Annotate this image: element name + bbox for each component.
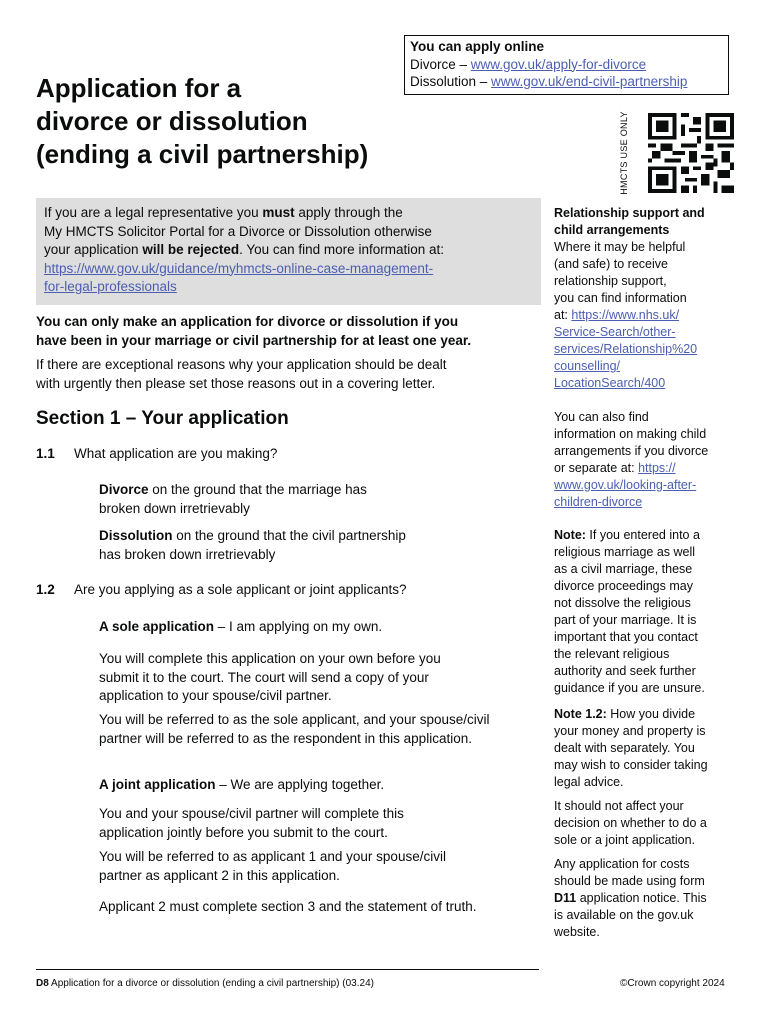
nhs-relationship-link[interactable]: https://www.nhs.uk/ (571, 308, 680, 322)
nhs-relationship-link-cont-1[interactable]: Service-Search/other- (554, 325, 676, 339)
apply-dissolution-link[interactable]: www.gov.uk/end-civil-partnership (491, 74, 688, 89)
footer-form-reference: D8 Application for a divorce or dissolution (ending a civil partnership) (03.24) (36, 978, 374, 989)
religious-marriage-note: Note: If you entered into a religious marriage as well as a civil marriage, these divorce proceedings may not dissolve the religious part of your marriage. It is important that you contact the relevant religious authority and seek further guidance if you are unsure. (554, 528, 705, 695)
myhmcts-guidance-link[interactable]: https://www.gov.uk/guidance/myhmcts-online-case-management- (44, 260, 434, 276)
sole-application-details: You will complete this application on your own before you submit it to the court. The court will send a copy of your application to your spouse/civil partner. (99, 651, 441, 703)
decision-note: It should not affect your decision on whether to do a sole or a joint application. (554, 799, 707, 847)
nhs-relationship-link-cont-2[interactable]: services/Relationship%20 (554, 342, 698, 356)
costs-note: Any application for costs should be made using form D11 application notice. This is available on the gov.uk website. (554, 857, 707, 939)
child-arrangements-link-cont-1[interactable]: www.gov.uk/looking-after- (554, 478, 697, 492)
sole-application-referral: You will be referred to as the sole applicant, and your spouse/civil partner will be referred to as the respondent in this application. (99, 712, 490, 746)
apply-divorce-line: Divorce – www.gov.uk/apply-for-divorce (410, 56, 647, 72)
child-arrangements-link-cont-2[interactable]: children-divorce (554, 495, 643, 509)
apply-divorce-link[interactable]: www.gov.uk/apply-for-divorce (470, 56, 647, 72)
option-joint-application[interactable]: A joint application – We are applying together. (99, 777, 385, 792)
apply-dissolution-line: Dissolution – www.gov.uk/end-civil-partnership (410, 74, 688, 89)
question-1-2-text: Are you applying as a sole applicant or joint applicants? (74, 582, 407, 597)
page-title: Application for a divorce or dissolution (ending a civil partnership) (36, 73, 369, 169)
note-1-2: Note 1.2: How you divide your money and property is dealt with separately. You may wish to consider taking legal advice. (554, 707, 708, 789)
apply-online-title: You can apply online (410, 39, 545, 54)
child-arrangements-note: You can also find information on making child arrangements if you divorce or separate at: https:// www.gov.uk/looking-after- children-divorce (554, 410, 709, 509)
nhs-relationship-link-cont-4[interactable]: LocationSearch/400 (554, 376, 666, 390)
relationship-support-note: Relationship support and child arrangements Where it may be helpful (and safe) to receive relationship support, you can find information at: https://www.nhs.uk/ Service-Search/other- services/Relationship%20 counselling/ LocationSearch/400 (554, 206, 705, 390)
section-1-title: Section 1 – Your application (36, 408, 289, 429)
nhs-relationship-link-cont-3[interactable]: counselling/ (554, 359, 621, 373)
applicant-2-instruction: Applicant 2 must complete section 3 and the statement of truth. (99, 899, 477, 914)
joint-application-referral: You will be referred to as applicant 1 and your spouse/civil partner as applicant 2 in this application. (99, 849, 446, 883)
footer-divider (36, 969, 539, 970)
one-year-requirement: You can only make an application for divorce or dissolution if you have been in your marriage or civil partnership for at least one year. (36, 314, 472, 348)
myhmcts-guidance-link-cont[interactable]: for-legal-professionals (44, 279, 177, 294)
legal-representative-notice: If you are a legal representative you must apply through the My HMCTS Solicitor Portal for a Divorce or Dissolution otherwise your application will be rejected. You can find more information at: https://www.gov.uk/guidance/myhmcts-online-case-management- for-legal-professionals (36, 198, 541, 305)
question-1-1-number: 1.1 (36, 446, 55, 461)
exceptional-reasons-text: If there are exceptional reasons why your application should be dealt with urgently then please set those reasons out in a covering letter. (36, 357, 447, 391)
question-1-1-text: What application are you making? (74, 446, 278, 461)
option-dissolution[interactable]: Dissolution on the ground that the civil partnership has broken down irretrievably (99, 528, 406, 562)
footer-copyright: ©Crown copyright 2024 (620, 978, 725, 989)
question-1-2-number: 1.2 (36, 582, 55, 597)
option-sole-application[interactable]: A sole application – I am applying on my own. (99, 619, 383, 634)
hmcts-use-only-label: HMCTS USE ONLY (619, 111, 629, 195)
option-divorce[interactable]: Divorce on the ground that the marriage has broken down irretrievably (99, 482, 367, 516)
child-arrangements-link[interactable]: https:// (638, 461, 676, 475)
joint-application-details: You and your spouse/civil partner will complete this application jointly before you submit to the court. (99, 806, 404, 840)
qr-code (648, 113, 734, 193)
apply-online-box (404, 35, 729, 95)
